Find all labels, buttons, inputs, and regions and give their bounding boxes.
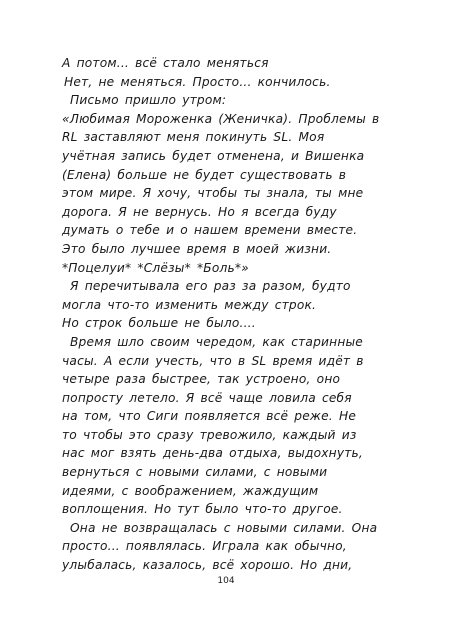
text-line: могла что-то изменить между строк. (62, 297, 317, 312)
text-line: RL заставляют меня покинуть SL. Моя (62, 130, 325, 145)
text-line: «Любимая Мороженка (Женичка). Проблемы в (62, 111, 380, 126)
text-line: просто... появлялась. Играла как обычно, (62, 539, 347, 554)
text-line: воплощения. Но тут было что-то другое. (62, 502, 343, 517)
text-line: Нет, не меняться. Просто... кончилось. (64, 74, 331, 89)
text-line: Я перечитывала его раз за разом, будто (70, 279, 351, 294)
text-line: Это было лучшее время в моей жизни. (62, 241, 332, 256)
text-line: А потом... всё стало меняться (62, 56, 269, 70)
text-line: нас мог взять день-два отдыха, выдохнуть, (62, 446, 363, 461)
text-line: часы. А если учесть, что в SL время идёт в (62, 353, 364, 368)
text-line: вернуться с новыми силами, с новыми (62, 465, 328, 480)
text-line: на том, что Сиги появляется всё реже. Не (62, 409, 357, 424)
text-line: учётная запись будет отменена, и Вишенка (62, 148, 365, 163)
text-line: Письмо пришло утром: (70, 93, 227, 108)
text-line: Она не возвращалась с новыми силами. Она (70, 520, 378, 535)
text-line: то чтобы это сразу тревожило, каждый из (62, 427, 357, 442)
page-number: 104 (217, 576, 235, 586)
text-line: дорога. Я не вернусь. Но я всегда буду (62, 204, 337, 219)
text-line: *Поцелуи* *Слёзы* *Боль*» (62, 260, 249, 275)
text-line: Но строк больше не было.... (62, 316, 256, 331)
text-line: Время шло своим чередом, как старинные (70, 334, 364, 349)
text-line: (Елена) больше не будет существовать в (62, 167, 347, 182)
text-line: думать о тебе и о нашем времени вместе. (62, 223, 358, 238)
text-line: улыбалась, казалось, всё хорошо. Но дни, (62, 558, 353, 573)
text-line: идеями, с воображением, жаждущим (62, 483, 319, 498)
body-text (62, 54, 392, 575)
text-line: попросту летело. Я всё чаще ловила себя (62, 390, 352, 405)
text-line: четыре раза быстрее, так устроено, оно (62, 372, 341, 387)
text-line: этом мире. Я хочу, чтобы ты знала, ты мне (62, 186, 364, 201)
